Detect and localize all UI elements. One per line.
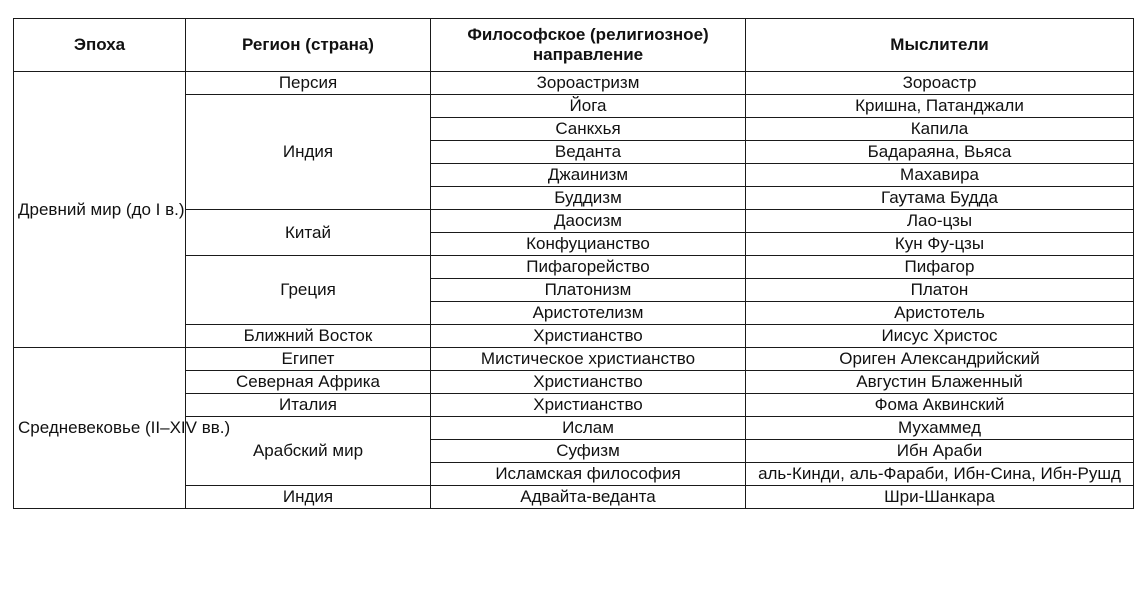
region-near-east: Ближний Восток bbox=[186, 325, 431, 348]
region-china: Китай bbox=[186, 210, 431, 256]
region-persia: Персия bbox=[186, 72, 431, 95]
thinkers-cell: Мухаммед bbox=[746, 417, 1134, 440]
thinkers-cell: Кришна, Патанджали bbox=[746, 95, 1134, 118]
region-egypt: Египет bbox=[186, 348, 431, 371]
region-arab-world: Арабский мир bbox=[186, 417, 431, 486]
thinkers-cell: Иисус Христос bbox=[746, 325, 1134, 348]
direction-cell: Платонизм bbox=[431, 279, 746, 302]
direction-cell: Адвайта-веданта bbox=[431, 486, 746, 509]
region-north-africa: Северная Африка bbox=[186, 371, 431, 394]
thinkers-cell: Капила bbox=[746, 118, 1134, 141]
direction-cell: Зороастризм bbox=[431, 72, 746, 95]
era-medieval: Средневековье (II–XIV вв.) bbox=[14, 348, 186, 509]
direction-cell: Буддизм bbox=[431, 187, 746, 210]
region-india-medieval: Индия bbox=[186, 486, 431, 509]
direction-cell: Аристотелизм bbox=[431, 302, 746, 325]
region-india: Индия bbox=[186, 95, 431, 210]
region-greece: Греция bbox=[186, 256, 431, 325]
thinkers-cell: Кун Фу-цзы bbox=[746, 233, 1134, 256]
header-direction: Философское (религиозное) направление bbox=[431, 19, 746, 72]
direction-cell: Санкхья bbox=[431, 118, 746, 141]
thinkers-cell: Бадараяна, Вьяса bbox=[746, 141, 1134, 164]
era-ancient: Древний мир (до I в.) bbox=[14, 72, 186, 348]
thinkers-cell: Ибн Араби bbox=[746, 440, 1134, 463]
direction-cell: Христианство bbox=[431, 325, 746, 348]
table-row bbox=[14, 348, 1134, 371]
direction-cell: Джаинизм bbox=[431, 164, 746, 187]
thinkers-cell: аль-Кинди, аль-Фараби, Ибн-Сина, Ибн-Рушд bbox=[746, 463, 1134, 486]
philosophy-table bbox=[13, 18, 1134, 509]
direction-cell: Исламская философия bbox=[431, 463, 746, 486]
thinkers-cell: Лао-цзы bbox=[746, 210, 1134, 233]
header-region: Регион (страна) bbox=[186, 19, 431, 72]
thinkers-cell: Платон bbox=[746, 279, 1134, 302]
table-row bbox=[14, 72, 1134, 95]
thinkers-cell: Пифагор bbox=[746, 256, 1134, 279]
direction-cell: Пифагорейство bbox=[431, 256, 746, 279]
region-italy: Италия bbox=[186, 394, 431, 417]
direction-cell: Христианство bbox=[431, 394, 746, 417]
thinkers-cell: Ориген Александрийский bbox=[746, 348, 1134, 371]
thinkers-cell: Фома Аквинский bbox=[746, 394, 1134, 417]
header-row bbox=[14, 19, 1134, 72]
direction-cell: Йога bbox=[431, 95, 746, 118]
direction-cell: Христианство bbox=[431, 371, 746, 394]
direction-cell: Конфуцианство bbox=[431, 233, 746, 256]
header-era: Эпоха bbox=[14, 19, 186, 72]
direction-cell: Мистическое христианство bbox=[431, 348, 746, 371]
direction-cell: Веданта bbox=[431, 141, 746, 164]
direction-cell: Ислам bbox=[431, 417, 746, 440]
direction-cell: Суфизм bbox=[431, 440, 746, 463]
thinkers-cell: Гаутама Будда bbox=[746, 187, 1134, 210]
thinkers-cell: Шри-Шанкара bbox=[746, 486, 1134, 509]
thinkers-cell: Аристотель bbox=[746, 302, 1134, 325]
thinkers-cell: Махавира bbox=[746, 164, 1134, 187]
header-thinkers: Мыслители bbox=[746, 19, 1134, 72]
thinkers-cell: Зороастр bbox=[746, 72, 1134, 95]
direction-cell: Даосизм bbox=[431, 210, 746, 233]
thinkers-cell: Августин Блаженный bbox=[746, 371, 1134, 394]
